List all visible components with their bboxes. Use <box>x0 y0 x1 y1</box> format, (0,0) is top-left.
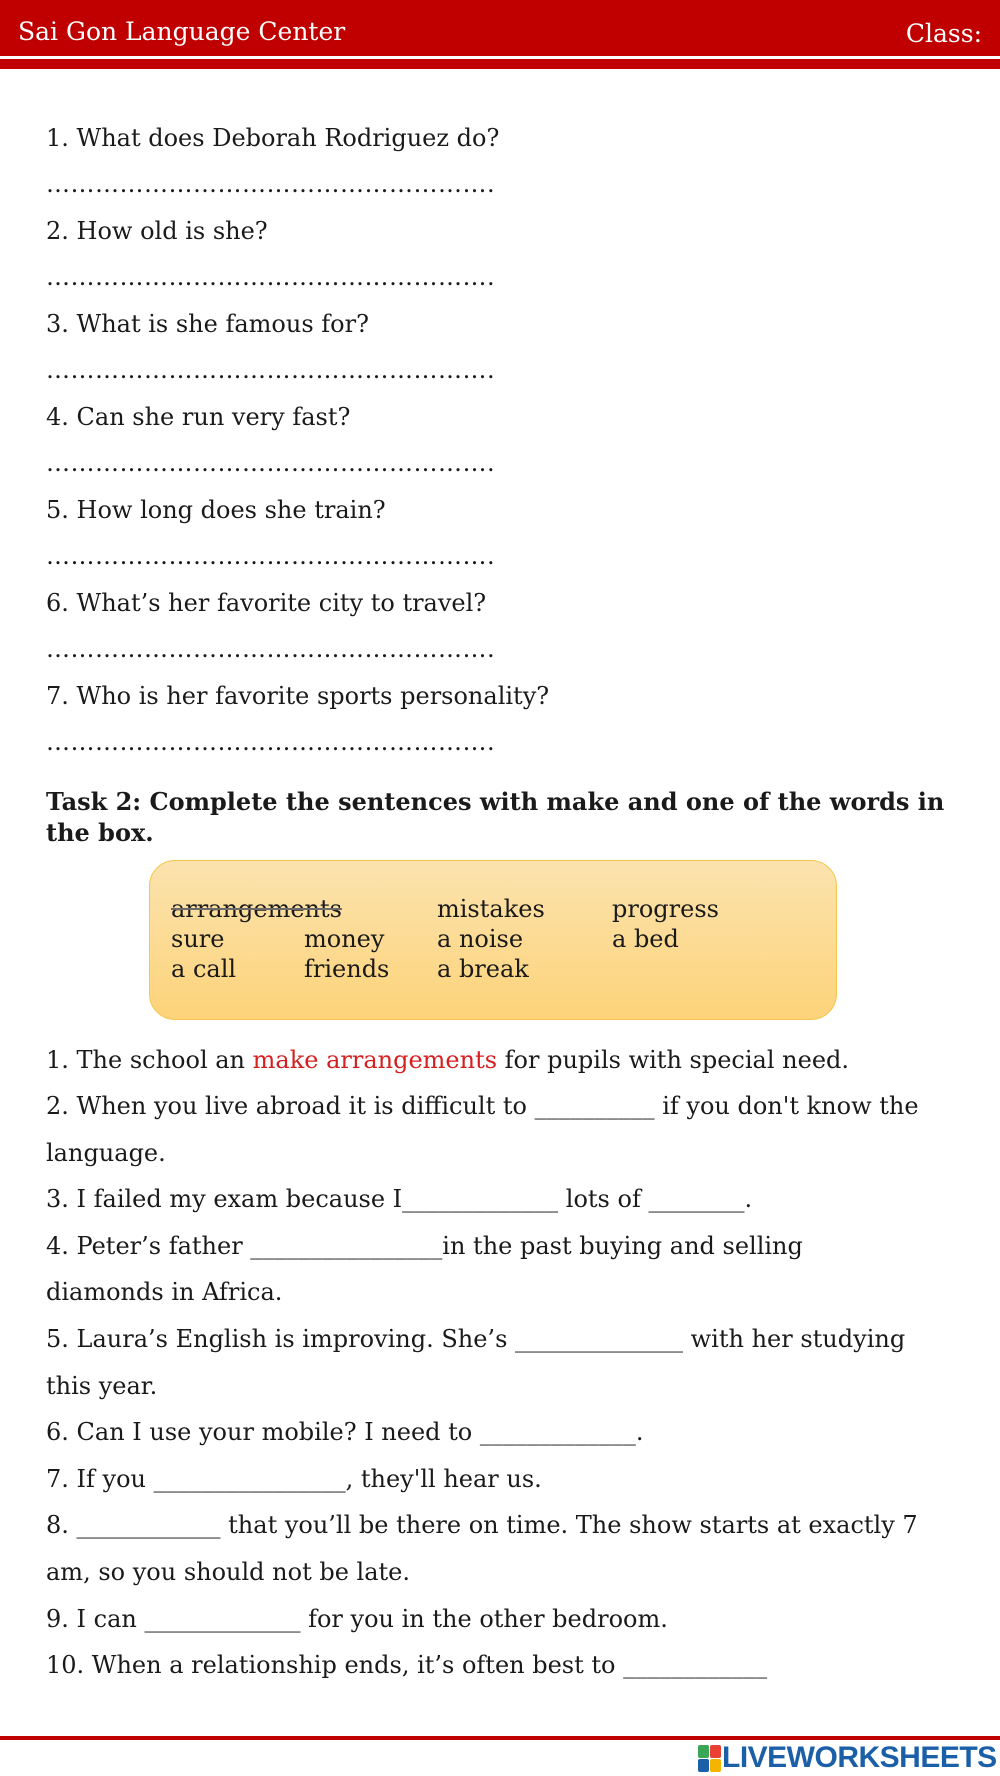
question-7: 7. Who is her favorite sports personality? <box>46 682 550 710</box>
sentence-5-continued: this year. <box>46 1372 158 1400</box>
question-2: 2. How old is she? <box>46 217 268 245</box>
word-mistakes: mistakes <box>437 895 545 923</box>
answer-line-7[interactable]: ………………………………………………. <box>46 728 496 756</box>
logo-text: LIVEWORKSHEETS <box>722 1741 997 1774</box>
task-2-title: Task 2: Complete the sentences with make and one of the words in the box. <box>46 787 945 847</box>
sentence-7[interactable]: 7. If you ________________, they'll hear us. <box>46 1465 542 1493</box>
sentence-8[interactable]: 8. ____________ that you’ll be there on time. The show starts at exactly 7 <box>46 1511 918 1539</box>
page-header <box>0 0 1000 56</box>
word-a-noise: a noise <box>437 925 524 953</box>
answer-line-3[interactable]: ………………………………………………. <box>46 356 496 384</box>
sentence-10[interactable]: 10. When a relationship ends, it’s often best to ____________ <box>46 1651 768 1679</box>
word-a-call: a call <box>171 955 237 983</box>
sentence-6[interactable]: 6. Can I use your mobile? I need to _____________. <box>46 1418 644 1446</box>
answer-line-4[interactable]: ………………………………………………. <box>46 449 496 477</box>
word-a-bed: a bed <box>612 925 679 953</box>
question-5: 5. How long does she train? <box>46 496 386 524</box>
liveworksheets-logo-icon <box>698 1745 720 1771</box>
word-box <box>149 860 837 1020</box>
answer-line-2[interactable]: ………………………………………………. <box>46 263 496 291</box>
answer-line-1[interactable]: ………………………………………………. <box>46 170 496 198</box>
school-name: Sai Gon Language Center <box>18 17 346 46</box>
word-a-break: a break <box>437 955 529 983</box>
sentence-5[interactable]: 5. Laura’s English is improving. She’s ______________ with her studying <box>46 1325 906 1353</box>
sentence-4[interactable]: 4. Peter’s father ________________in the past buying and selling <box>46 1232 803 1260</box>
word-friends: friends <box>304 955 390 983</box>
header-bar <box>0 59 1000 69</box>
word-progress: progress <box>612 895 719 923</box>
question-6: 6. What’s her favorite city to travel? <box>46 589 487 617</box>
sentence-8-continued: am, so you should not be late. <box>46 1558 410 1586</box>
sentence-2[interactable]: 2. When you live abroad it is difficult to __________ if you don't know the <box>46 1092 919 1120</box>
liveworksheets-logo[interactable] <box>698 1742 997 1774</box>
word-money: money <box>304 925 385 953</box>
class-label: Class: <box>905 19 982 48</box>
sentence-1 <box>46 1046 849 1074</box>
sentence-1-start: 1. The school an <box>46 1046 253 1074</box>
answer-line-6[interactable]: ………………………………………………. <box>46 635 496 663</box>
sentence-2-continued: language. <box>46 1139 166 1167</box>
question-1: 1. What does Deborah Rodriguez do? <box>46 124 500 152</box>
sentence-1-end: for pupils with special need. <box>497 1046 850 1074</box>
question-4: 4. Can she run very fast? <box>46 403 351 431</box>
answer-line-5[interactable]: ………………………………………………. <box>46 542 496 570</box>
word-arrangements: arrangements <box>171 895 342 923</box>
sentence-4-continued: diamonds in Africa. <box>46 1278 283 1306</box>
sentence-1-answer[interactable]: make arrangements <box>252 1046 498 1074</box>
sentence-3[interactable]: 3. I failed my exam because I_____________ lots of ________. <box>46 1185 753 1213</box>
footer-divider <box>0 1736 1000 1740</box>
question-3: 3. What is she famous for? <box>46 310 369 338</box>
sentence-9[interactable]: 9. I can _____________ for you in the other bedroom. <box>46 1605 668 1633</box>
word-sure: sure <box>171 925 225 953</box>
